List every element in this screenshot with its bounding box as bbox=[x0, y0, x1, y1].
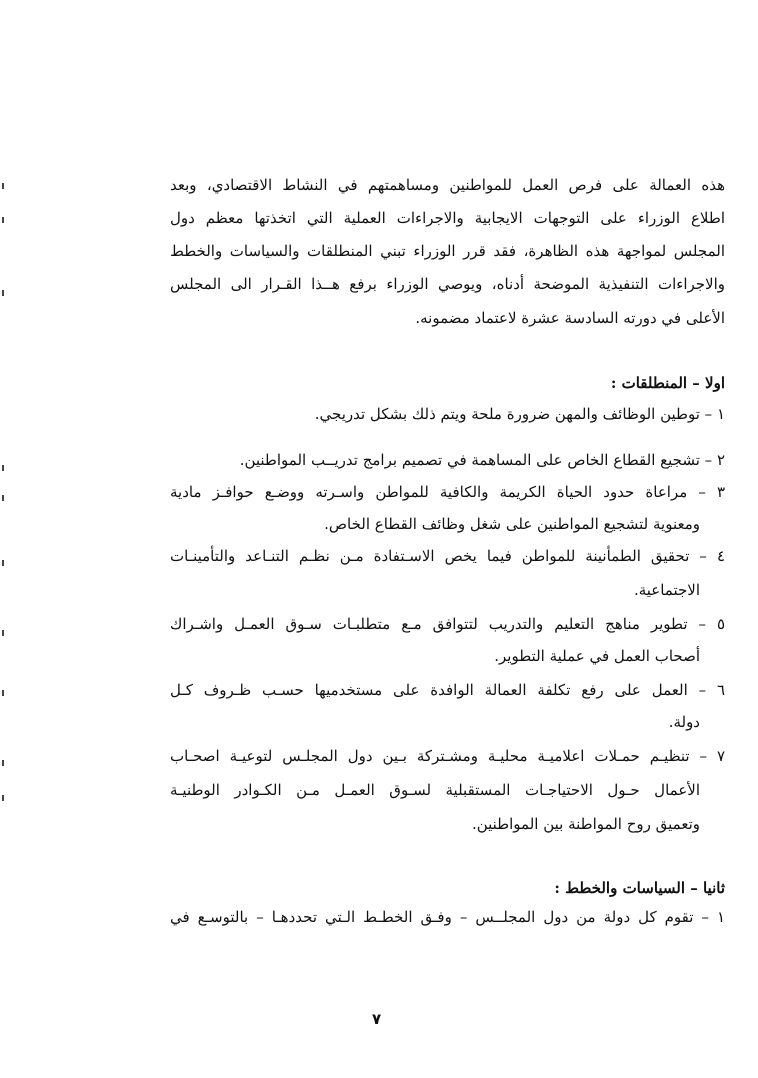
scan-mark bbox=[2, 630, 4, 636]
scan-mark bbox=[2, 690, 4, 696]
intro-line: هذه العمالة على فرص العمل للمواطنين ومساهمتهم في النشاط الاقتصادي، وبعد bbox=[170, 176, 725, 194]
scan-mark bbox=[2, 217, 4, 223]
scan-mark bbox=[2, 183, 4, 189]
list-item-continuation: الأعمال حـول الاحتياجـات المستقبلية لسـوق العمـل مـن الكـوادر الوطنيـة bbox=[170, 781, 700, 799]
section-heading: اولا – المنطلقات : bbox=[610, 374, 725, 392]
list-item-continuation: وتعميق روح المواطنة بين المواطنين. bbox=[471, 815, 700, 833]
list-item: ٥ – تطوير مناهج التعليم والتدريب لتتوافق مـع متطلبـات سـوق العمـل واشـراك bbox=[170, 615, 725, 633]
list-item: ٢ – تشجيع القطاع الخاص على المساهمة في تصميم برامج تدريــب المواطنين. bbox=[239, 451, 725, 469]
intro-line: اطلاع الوزراء على التوجهات الايجابية والاجراءات العملية التي اتخذتها معظم دول bbox=[170, 209, 725, 227]
list-item-continuation: أصحاب العمل في عملية التطوير. bbox=[494, 647, 700, 665]
section-heading: ثانيا – السياسات والخطط : bbox=[554, 879, 725, 897]
scan-mark bbox=[2, 495, 4, 501]
list-item-continuation: ومعنوية لتشجيع المواطنين على شغل وظائف القطاع الخاص. bbox=[324, 515, 700, 533]
list-item: ٧ – تنظيـم حمـلات اعلاميـة محليـة ومشـتركة بـين دول المجلـس لتوعيـة اصحـاب bbox=[170, 747, 725, 765]
list-item-continuation: دولة. bbox=[668, 713, 700, 731]
list-item-continuation: الاجتماعية. bbox=[633, 581, 700, 599]
scan-mark bbox=[2, 560, 4, 566]
scan-mark bbox=[2, 795, 4, 801]
page-number: ٧ bbox=[372, 1010, 382, 1028]
scan-mark bbox=[2, 465, 4, 471]
list-item: ٤ – تحقيق الطمأنينة للمواطن فيما يخص الاسـتفادة مـن نظـم التنـاعد والتأمينـات bbox=[170, 547, 725, 565]
intro-line: المجلس لمواجهة هذه الظاهرة، فقد قرر الوزراء تبني المنطلقات والسياسات والخطط bbox=[170, 242, 725, 260]
list-item: ١ – تقوم كل دولة من دول المجلــس – وفـق الخطـط الـتي تحددهـا – بالتوسـع في bbox=[170, 908, 725, 926]
list-item: ٦ – العمل على رفع تكلفة العمالة الوافدة على مستخدميها حسـب ظـروف كـل bbox=[170, 681, 725, 699]
list-item: ١ – توطين الوظائف والمهن ضرورة ملحة ويتم ذلك بشكل تدريجي. bbox=[314, 405, 725, 423]
list-item: ٣ – مراعاة حدود الحياة الكريمة والكافية للمواطن واسـرته ووضـع حوافـز مادية bbox=[170, 483, 725, 501]
intro-line: الأعلى في دورته السادسة عشرة لاعتماد مضمونه. bbox=[415, 309, 725, 327]
scan-mark bbox=[2, 290, 4, 296]
scan-mark bbox=[2, 760, 4, 766]
intro-line: والاجراءات التنفيذية الموضحة أدناه، ويوصي الوزراء برفع هــذا القـرار الى المجلس bbox=[170, 275, 725, 293]
